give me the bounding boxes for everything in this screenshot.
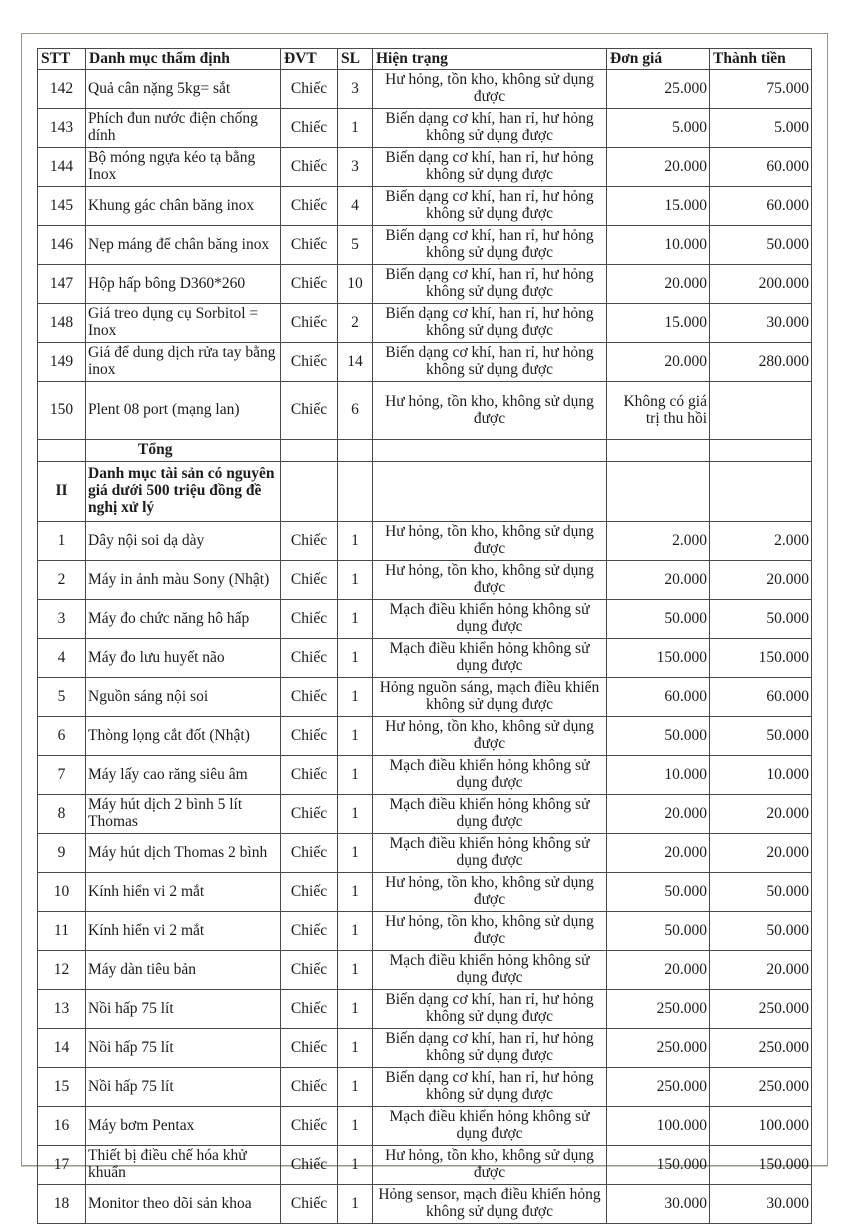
cell-item-name: Nẹp máng để chân băng inox [86, 226, 281, 265]
cell-item-name: Thiết bị điều chế hóa khử khuẩn [86, 1146, 281, 1185]
cell-unit: Chiếc [281, 639, 338, 678]
table-row [38, 639, 812, 678]
cell-unit-price: 25.000 [607, 70, 710, 109]
table-row [38, 951, 812, 990]
table-row [38, 1029, 812, 1068]
cell-item-name: Máy hút dịch 2 bình 5 lít Thomas [86, 795, 281, 834]
column-header-quantity: SL [338, 49, 373, 70]
cell-stt: 10 [38, 873, 86, 912]
cell-stt: 149 [38, 343, 86, 382]
cell-total: 20.000 [710, 795, 812, 834]
cell-total: 250.000 [710, 1029, 812, 1068]
cell-condition: Biến dạng cơ khí, han rỉ, hư hỏng không sử dụng được [373, 304, 607, 343]
cell-unit: Chiếc [281, 951, 338, 990]
cell-condition: Mạch điều khiển hỏng không sử dụng được [373, 600, 607, 639]
table-row [38, 717, 812, 756]
cell-stt: 3 [38, 600, 86, 639]
cell-unit-price: 15.000 [607, 304, 710, 343]
cell-quantity: 1 [338, 109, 373, 148]
cell-unit: Chiếc [281, 1185, 338, 1224]
cell-condition: Mạch điều khiển hỏng không sử dụng được [373, 951, 607, 990]
cell-total: 250.000 [710, 990, 812, 1029]
cell-quantity: 5 [338, 226, 373, 265]
cell-quantity [338, 440, 373, 462]
cell-unit-price: 150.000 [607, 639, 710, 678]
cell-quantity: 3 [338, 148, 373, 187]
cell-unit-price: 5.000 [607, 109, 710, 148]
cell-quantity: 1 [338, 600, 373, 639]
table-row [38, 304, 812, 343]
cell-condition: Biến dạng cơ khí, han rỉ, hư hỏng không sử dụng được [373, 187, 607, 226]
cell-quantity: 3 [338, 70, 373, 109]
cell-quantity: 14 [338, 343, 373, 382]
cell-quantity: 1 [338, 1068, 373, 1107]
cell-total: 150.000 [710, 639, 812, 678]
cell-stt: 16 [38, 1107, 86, 1146]
table-row [38, 600, 812, 639]
cell-item-name: Monitor theo dõi sản khoa [86, 1185, 281, 1224]
cell-quantity: 1 [338, 834, 373, 873]
cell-stt [38, 440, 86, 462]
asset-table-body [38, 70, 812, 1224]
cell-total [710, 382, 812, 440]
cell-total: 30.000 [710, 1185, 812, 1224]
cell-condition: Biến dạng cơ khí, han rỉ, hư hỏng không sử dụng được [373, 1068, 607, 1107]
cell-stt: 17 [38, 1146, 86, 1185]
cell-quantity [338, 462, 373, 522]
cell-quantity: 1 [338, 678, 373, 717]
cell-item-name: Kính hiển vi 2 mắt [86, 873, 281, 912]
cell-condition: Biến dạng cơ khí, han rỉ, hư hỏng không sử dụng được [373, 226, 607, 265]
cell-condition: Hư hỏng, tồn kho, không sử dụng được [373, 717, 607, 756]
cell-unit: Chiếc [281, 873, 338, 912]
table-row [38, 678, 812, 717]
cell-stt: 13 [38, 990, 86, 1029]
cell-condition: Biến dạng cơ khí, han rỉ, hư hỏng không sử dụng được [373, 990, 607, 1029]
cell-stt: 8 [38, 795, 86, 834]
cell-item-name: Máy bơm Pentax [86, 1107, 281, 1146]
cell-unit: Chiếc [281, 756, 338, 795]
table-row [38, 1107, 812, 1146]
cell-total: 280.000 [710, 343, 812, 382]
cell-unit-price: 50.000 [607, 600, 710, 639]
table-row [38, 990, 812, 1029]
cell-condition: Biến dạng cơ khí, han rỉ, hư hỏng không sử dụng được [373, 1029, 607, 1068]
cell-total: 100.000 [710, 1107, 812, 1146]
cell-quantity: 1 [338, 1146, 373, 1185]
cell-item-name: Nồi hấp 75 lít [86, 1068, 281, 1107]
cell-quantity: 1 [338, 717, 373, 756]
cell-unit-price [607, 440, 710, 462]
cell-stt: 143 [38, 109, 86, 148]
cell-item-name: Máy đo lưu huyết não [86, 639, 281, 678]
cell-unit-price: 20.000 [607, 834, 710, 873]
cell-unit-price: 10.000 [607, 226, 710, 265]
cell-condition: Hỏng sensor, mạch điều khiển hỏng không sử dụng được [373, 1185, 607, 1224]
cell-item-name: Giá treo dụng cụ Sorbitol = Inox [86, 304, 281, 343]
cell-unit-price: 2.000 [607, 522, 710, 561]
cell-quantity: 1 [338, 795, 373, 834]
cell-total: 20.000 [710, 561, 812, 600]
table-row [38, 187, 812, 226]
cell-unit-price: 100.000 [607, 1107, 710, 1146]
cell-unit-price: 15.000 [607, 187, 710, 226]
cell-condition [373, 440, 607, 462]
cell-quantity: 4 [338, 187, 373, 226]
cell-stt: 142 [38, 70, 86, 109]
cell-unit [281, 462, 338, 522]
column-header-unit: ĐVT [281, 49, 338, 70]
cell-unit: Chiếc [281, 600, 338, 639]
cell-total: 2.000 [710, 522, 812, 561]
cell-unit: Chiếc [281, 561, 338, 600]
cell-total: 20.000 [710, 834, 812, 873]
table-row [38, 440, 812, 462]
cell-unit: Chiếc [281, 522, 338, 561]
cell-condition: Biến dạng cơ khí, han rỉ, hư hỏng không sử dụng được [373, 343, 607, 382]
cell-unit: Chiếc [281, 678, 338, 717]
cell-condition: Hư hỏng, tồn kho, không sử dụng được [373, 912, 607, 951]
cell-stt: 14 [38, 1029, 86, 1068]
cell-unit: Chiếc [281, 834, 338, 873]
table-row [38, 1146, 812, 1185]
cell-stt: 4 [38, 639, 86, 678]
cell-condition: Hư hỏng, tồn kho, không sử dụng được [373, 873, 607, 912]
cell-total: 50.000 [710, 873, 812, 912]
cell-quantity: 1 [338, 522, 373, 561]
cell-quantity: 2 [338, 304, 373, 343]
appraisal-table [37, 48, 812, 1224]
cell-unit-price: 50.000 [607, 717, 710, 756]
table-row [38, 1068, 812, 1107]
cell-unit-price: 150.000 [607, 1146, 710, 1185]
cell-condition: Mạch điều khiển hỏng không sử dụng được [373, 639, 607, 678]
cell-item-name: Máy lấy cao răng siêu âm [86, 756, 281, 795]
cell-unit-price: 20.000 [607, 795, 710, 834]
cell-total: 200.000 [710, 265, 812, 304]
cell-item-name: Máy đo chức năng hô hấp [86, 600, 281, 639]
cell-total: 60.000 [710, 187, 812, 226]
cell-quantity: 1 [338, 639, 373, 678]
cell-total: 30.000 [710, 304, 812, 343]
cell-unit [281, 440, 338, 462]
cell-total: 50.000 [710, 226, 812, 265]
cell-quantity: 1 [338, 873, 373, 912]
cell-item-name: Hộp hấp bông D360*260 [86, 265, 281, 304]
table-row [38, 70, 812, 109]
cell-unit: Chiếc [281, 1068, 338, 1107]
cell-total: 75.000 [710, 70, 812, 109]
cell-unit-price: 20.000 [607, 951, 710, 990]
cell-unit-price: 10.000 [607, 756, 710, 795]
cell-total [710, 462, 812, 522]
cell-unit: Chiếc [281, 1146, 338, 1185]
cell-quantity: 1 [338, 1107, 373, 1146]
cell-item-name: Giá để dung dịch rửa tay bằng inox [86, 343, 281, 382]
cell-quantity: 1 [338, 1185, 373, 1224]
cell-unit-price: 20.000 [607, 343, 710, 382]
cell-condition: Hỏng nguồn sáng, mạch điều khiển không sử dụng được [373, 678, 607, 717]
cell-unit: Chiếc [281, 226, 338, 265]
cell-stt: 144 [38, 148, 86, 187]
cell-condition: Mạch điều khiển hỏng không sử dụng được [373, 756, 607, 795]
cell-stt: 146 [38, 226, 86, 265]
table-row [38, 834, 812, 873]
cell-condition: Hư hỏng, tồn kho, không sử dụng được [373, 522, 607, 561]
cell-unit: Chiếc [281, 382, 338, 440]
table-row [38, 1185, 812, 1224]
cell-unit: Chiếc [281, 990, 338, 1029]
cell-unit-price: 20.000 [607, 148, 710, 187]
cell-condition: Mạch điều khiển hỏng không sử dụng được [373, 1107, 607, 1146]
cell-stt: 1 [38, 522, 86, 561]
cell-unit: Chiếc [281, 1029, 338, 1068]
table-row [38, 522, 812, 561]
cell-stt: 2 [38, 561, 86, 600]
cell-quantity: 1 [338, 990, 373, 1029]
table-row [38, 343, 812, 382]
cell-total: 60.000 [710, 678, 812, 717]
cell-condition: Hư hỏng, tồn kho, không sử dụng được [373, 1146, 607, 1185]
cell-condition [373, 462, 607, 522]
table-header [38, 49, 812, 70]
cell-item-name: Khung gác chân băng inox [86, 187, 281, 226]
column-header-total: Thành tiền [710, 49, 812, 70]
cell-condition: Biến dạng cơ khí, han rỉ, hư hỏng không sử dụng được [373, 109, 607, 148]
cell-stt: 15 [38, 1068, 86, 1107]
cell-unit-price: 250.000 [607, 1029, 710, 1068]
cell-item-name: Plent 08 port (mạng lan) [86, 382, 281, 440]
cell-total: 50.000 [710, 717, 812, 756]
cell-item-name: Nồi hấp 75 lít [86, 990, 281, 1029]
cell-stt: II [38, 462, 86, 522]
cell-item-name: Thòng lọng cắt đốt (Nhật) [86, 717, 281, 756]
cell-item-name: Phích đun nước điện chống dính [86, 109, 281, 148]
cell-total: 150.000 [710, 1146, 812, 1185]
cell-unit: Chiếc [281, 265, 338, 304]
cell-item-name: Danh mục tài sản có nguyên giá dưới 500 triệu đồng đề nghị xử lý [86, 462, 281, 522]
cell-unit-price: 50.000 [607, 873, 710, 912]
column-header-unit-price: Đơn giá [607, 49, 710, 70]
cell-total [710, 440, 812, 462]
cell-total: 50.000 [710, 912, 812, 951]
cell-unit-price: 250.000 [607, 1068, 710, 1107]
cell-stt: 18 [38, 1185, 86, 1224]
table-row [38, 148, 812, 187]
cell-stt: 9 [38, 834, 86, 873]
cell-condition: Biến dạng cơ khí, han rỉ, hư hỏng không sử dụng được [373, 148, 607, 187]
cell-unit-price [607, 462, 710, 522]
cell-quantity: 1 [338, 1029, 373, 1068]
cell-unit-price: 250.000 [607, 990, 710, 1029]
cell-condition: Biến dạng cơ khí, han rỉ, hư hỏng không sử dụng được [373, 265, 607, 304]
header-row [38, 49, 812, 70]
column-header-stt: STT [38, 49, 86, 70]
cell-condition: Hư hỏng, tồn kho, không sử dụng được [373, 382, 607, 440]
table-row [38, 382, 812, 440]
cell-item-name: Máy in ảnh màu Sony (Nhật) [86, 561, 281, 600]
table-row [38, 265, 812, 304]
cell-total: 5.000 [710, 109, 812, 148]
cell-total: 50.000 [710, 600, 812, 639]
cell-item-name: Dây nội soi dạ dày [86, 522, 281, 561]
cell-item-name: Kính hiển vi 2 mắt [86, 912, 281, 951]
cell-item-name: Bộ móng ngựa kéo tạ bằng Inox [86, 148, 281, 187]
cell-unit-price: 50.000 [607, 912, 710, 951]
cell-stt: 6 [38, 717, 86, 756]
cell-unit: Chiếc [281, 70, 338, 109]
cell-unit-price: 20.000 [607, 561, 710, 600]
cell-condition: Mạch điều khiển hỏng không sử dụng được [373, 795, 607, 834]
cell-quantity: 6 [338, 382, 373, 440]
table-row [38, 873, 812, 912]
table-row [38, 226, 812, 265]
cell-stt: 5 [38, 678, 86, 717]
cell-item-name: Máy dàn tiêu bản [86, 951, 281, 990]
table-row [38, 756, 812, 795]
cell-quantity: 10 [338, 265, 373, 304]
cell-item-name: Nồi hấp 75 lít [86, 1029, 281, 1068]
cell-total: 60.000 [710, 148, 812, 187]
table-row [38, 462, 812, 522]
cell-unit: Chiếc [281, 148, 338, 187]
cell-item-name: Tổng [86, 440, 281, 462]
table-row [38, 912, 812, 951]
cell-item-name: Quả cân nặng 5kg= sắt [86, 70, 281, 109]
table-row [38, 561, 812, 600]
column-header-condition: Hiện trạng [373, 49, 607, 70]
cell-unit: Chiếc [281, 912, 338, 951]
cell-stt: 147 [38, 265, 86, 304]
cell-quantity: 1 [338, 756, 373, 795]
cell-condition: Hư hỏng, tồn kho, không sử dụng được [373, 561, 607, 600]
cell-item-name: Máy hút dịch Thomas 2 bình [86, 834, 281, 873]
cell-unit-price: 60.000 [607, 678, 710, 717]
cell-unit: Chiếc [281, 304, 338, 343]
cell-stt: 150 [38, 382, 86, 440]
cell-unit: Chiếc [281, 717, 338, 756]
cell-unit: Chiếc [281, 343, 338, 382]
cell-unit-price: 30.000 [607, 1185, 710, 1224]
cell-stt: 12 [38, 951, 86, 990]
cell-unit-price: Không có giá trị thu hồi [607, 382, 710, 440]
cell-item-name: Nguồn sáng nội soi [86, 678, 281, 717]
cell-unit-price: 20.000 [607, 265, 710, 304]
cell-quantity: 1 [338, 561, 373, 600]
cell-condition: Mạch điều khiển hỏng không sử dụng được [373, 834, 607, 873]
cell-total: 250.000 [710, 1068, 812, 1107]
table-row [38, 109, 812, 148]
cell-quantity: 1 [338, 912, 373, 951]
table-row [38, 795, 812, 834]
cell-unit: Chiếc [281, 795, 338, 834]
cell-stt: 11 [38, 912, 86, 951]
cell-total: 10.000 [710, 756, 812, 795]
cell-unit: Chiếc [281, 187, 338, 226]
cell-stt: 148 [38, 304, 86, 343]
cell-unit: Chiếc [281, 1107, 338, 1146]
cell-condition: Hư hỏng, tồn kho, không sử dụng được [373, 70, 607, 109]
cell-unit: Chiếc [281, 109, 338, 148]
column-header-item: Danh mục thẩm định [86, 49, 281, 70]
cell-stt: 145 [38, 187, 86, 226]
cell-quantity: 1 [338, 951, 373, 990]
cell-stt: 7 [38, 756, 86, 795]
cell-total: 20.000 [710, 951, 812, 990]
